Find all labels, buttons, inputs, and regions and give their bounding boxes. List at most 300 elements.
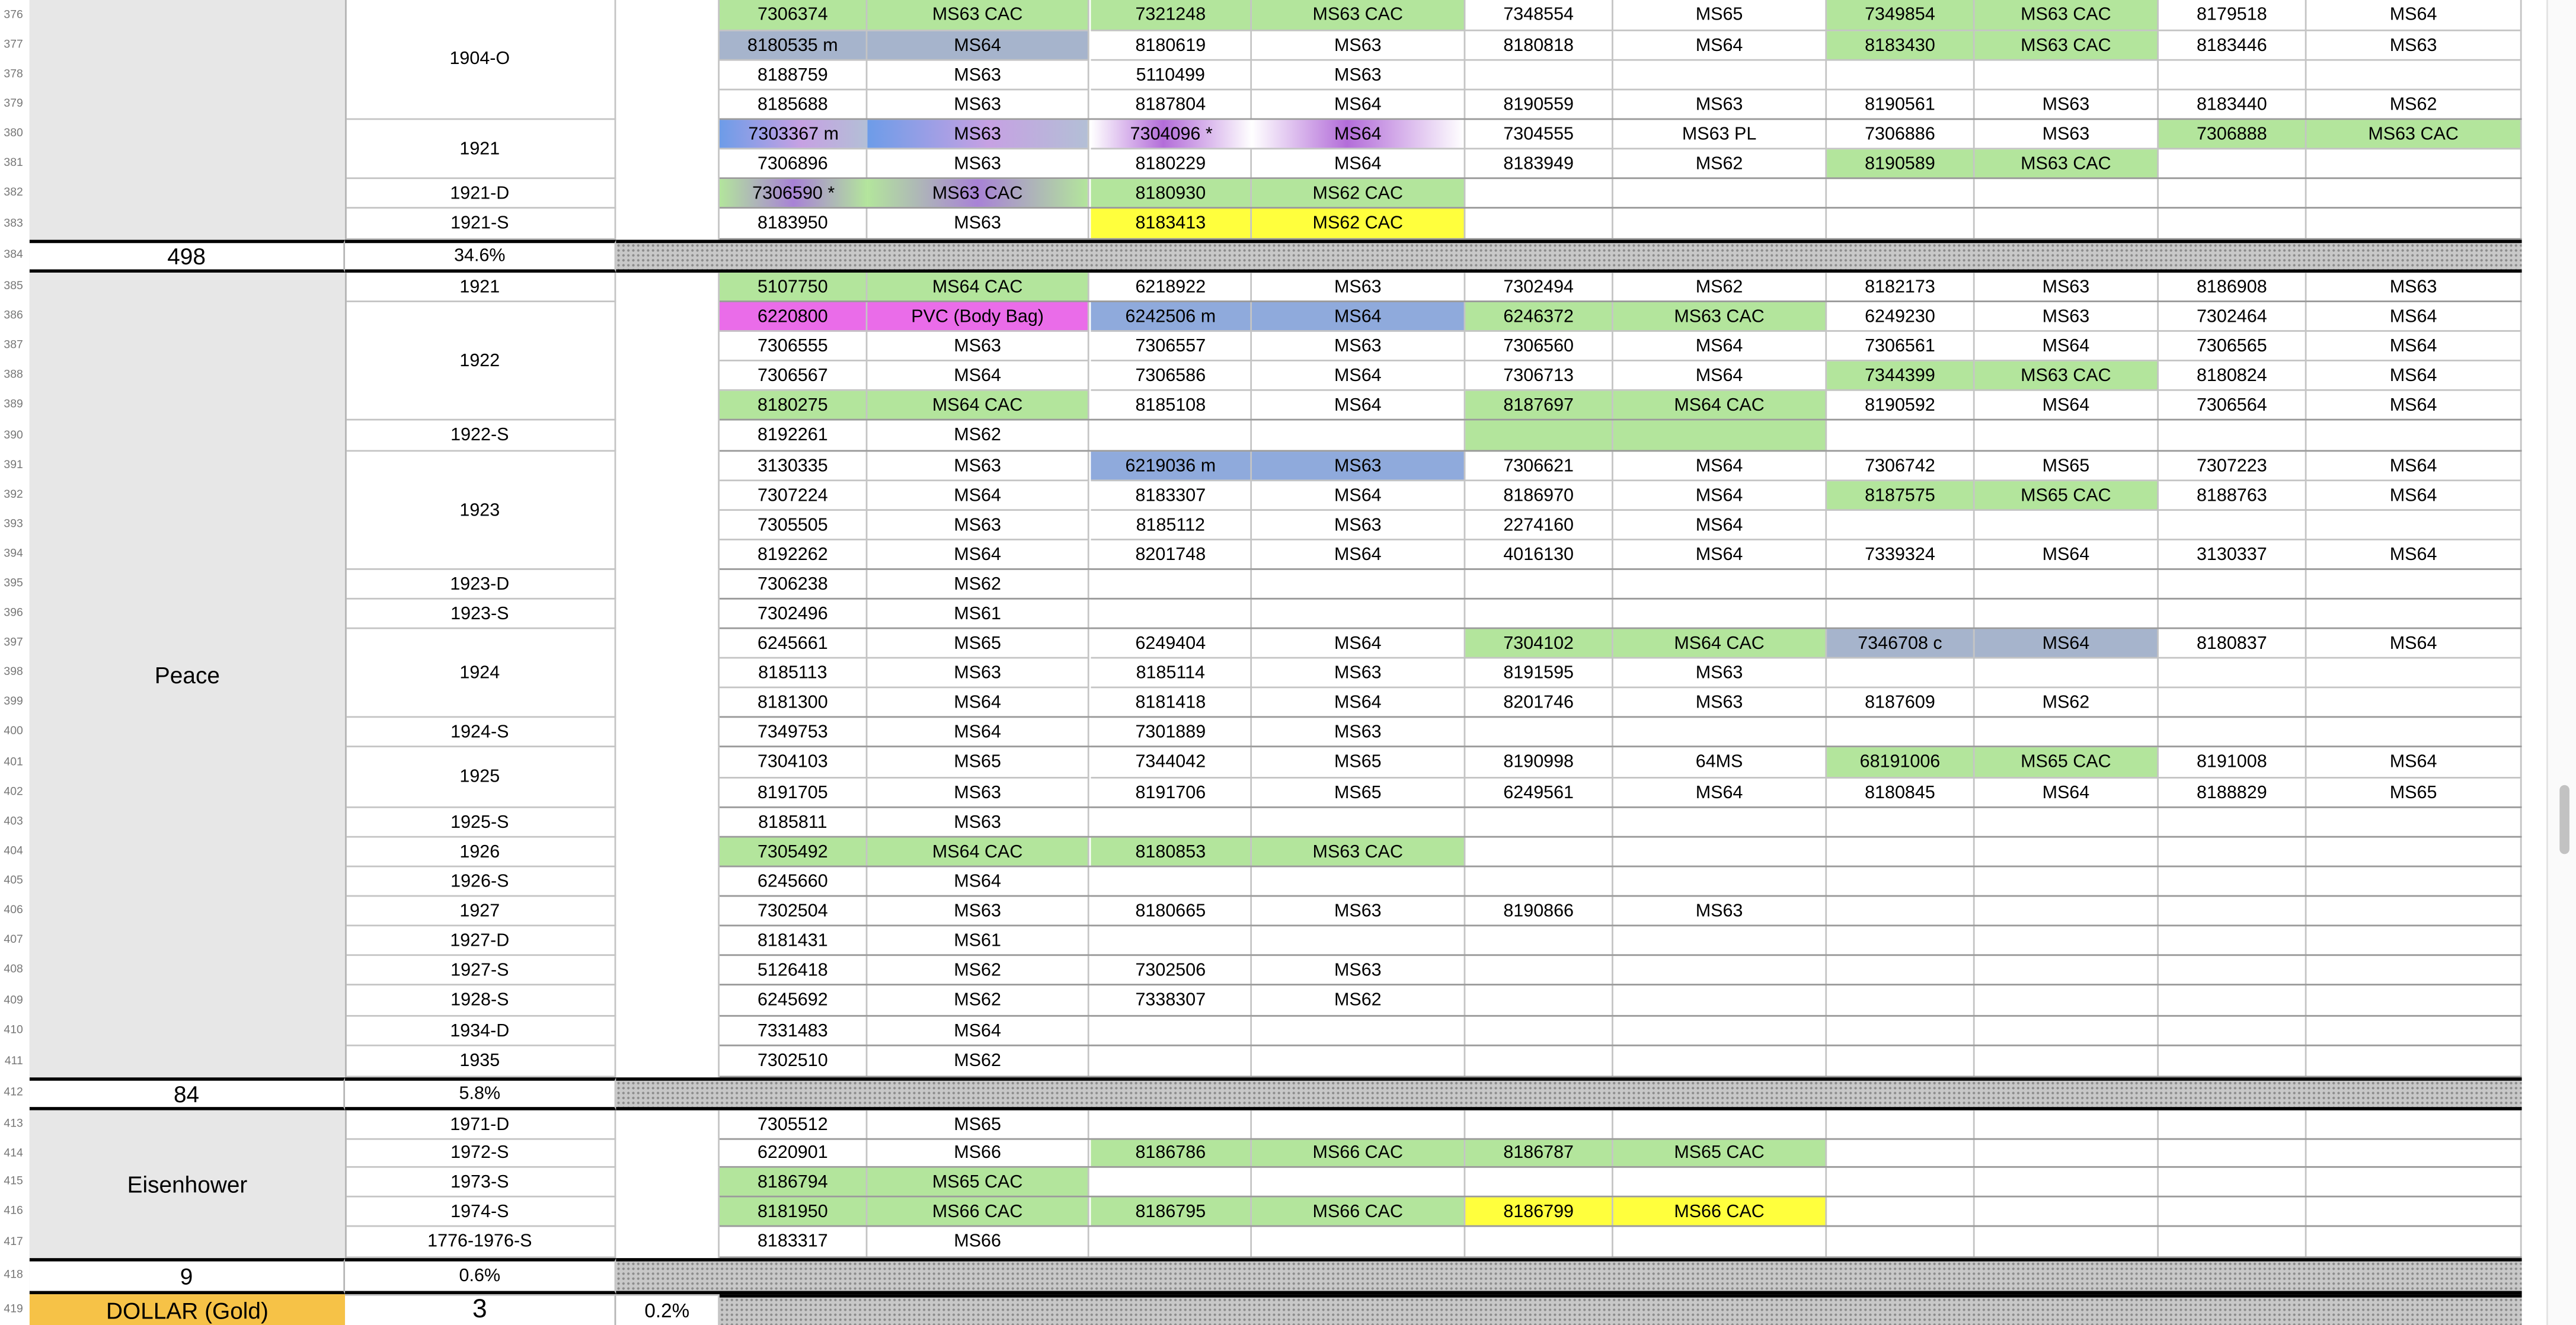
date-cell[interactable]: 1926-S: [345, 867, 616, 897]
grade-cell[interactable]: MS62: [867, 421, 1089, 452]
grade-cell[interactable]: MS66: [867, 1227, 1089, 1258]
grade-cell[interactable]: MS66 CAC: [1252, 1198, 1465, 1227]
cert-cell[interactable]: 7303367 m: [720, 120, 867, 149]
grade-cell[interactable]: MS63: [1975, 302, 2159, 332]
grade-cell[interactable]: [2306, 209, 2521, 240]
cert-cell[interactable]: 6246372: [1465, 302, 1613, 332]
cert-cell[interactable]: [2159, 149, 2306, 179]
cert-cell[interactable]: [1465, 570, 1613, 600]
grade-cell[interactable]: MS64: [1975, 391, 2159, 421]
grade-cell[interactable]: MS63: [1975, 273, 2159, 302]
row-number[interactable]: 395: [4, 578, 23, 590]
grade-cell[interactable]: MS64 CAC: [867, 391, 1089, 421]
cert-cell[interactable]: [1465, 61, 1613, 91]
grade-cell[interactable]: MS63: [1252, 658, 1465, 688]
cert-cell[interactable]: 7306561: [1827, 332, 1974, 361]
grade-cell[interactable]: MS63 PL: [1613, 120, 1827, 149]
group-count-cell[interactable]: 84: [30, 1077, 345, 1110]
grade-cell[interactable]: [2306, 1198, 2521, 1227]
grade-cell[interactable]: [1613, 808, 1827, 838]
grade-cell[interactable]: [1252, 570, 1465, 600]
grade-cell[interactable]: MS64: [2306, 391, 2521, 421]
cert-cell[interactable]: 7302506: [1091, 956, 1252, 985]
grade-cell[interactable]: MS64: [2306, 332, 2521, 361]
cert-cell[interactable]: 8192262: [720, 540, 867, 570]
cert-cell[interactable]: [1091, 1227, 1252, 1258]
grade-cell[interactable]: MS64: [1975, 332, 2159, 361]
grade-cell[interactable]: [1252, 926, 1465, 956]
cert-cell[interactable]: 5110499: [1091, 61, 1252, 91]
cert-cell[interactable]: 8180619: [1091, 31, 1252, 61]
row-number[interactable]: 382: [4, 187, 23, 199]
grade-cell[interactable]: MS64: [2306, 747, 2521, 779]
cert-cell[interactable]: [2159, 61, 2306, 91]
blank-cell[interactable]: [616, 1168, 720, 1198]
grade-cell[interactable]: MS64: [1252, 149, 1465, 179]
cert-cell[interactable]: 7349854: [1827, 0, 1974, 31]
blank-cell[interactable]: [616, 209, 720, 240]
cert-cell[interactable]: 8181431: [720, 926, 867, 956]
cert-cell[interactable]: [1465, 1168, 1613, 1198]
cert-cell[interactable]: 7331483: [720, 1017, 867, 1046]
row-number[interactable]: 389: [4, 399, 23, 411]
grade-cell[interactable]: MS64: [1613, 452, 1827, 481]
blank-cell[interactable]: [616, 452, 720, 570]
grade-cell[interactable]: [1975, 1046, 2159, 1078]
cert-cell[interactable]: [1465, 985, 1613, 1017]
cert-cell[interactable]: [1091, 1046, 1252, 1078]
cert-cell[interactable]: [1465, 956, 1613, 985]
grade-cell[interactable]: MS63: [1613, 897, 1827, 926]
cert-cell[interactable]: 6245661: [720, 629, 867, 659]
cert-cell[interactable]: [1465, 600, 1613, 629]
date-cell[interactable]: 1923: [345, 452, 616, 570]
grade-cell[interactable]: MS64: [867, 31, 1089, 61]
grade-cell[interactable]: [1613, 61, 1827, 91]
grade-cell[interactable]: [1252, 867, 1465, 897]
cert-cell[interactable]: 8180930: [1091, 179, 1252, 209]
blank-cell[interactable]: [616, 926, 720, 956]
grade-cell[interactable]: [1613, 718, 1827, 747]
cert-cell[interactable]: 7338307: [1091, 985, 1252, 1017]
cert-cell[interactable]: 7321248: [1091, 0, 1252, 31]
grade-cell[interactable]: MS63: [1252, 956, 1465, 985]
cert-cell[interactable]: 68191006: [1827, 747, 1974, 779]
row-number[interactable]: 381: [4, 158, 23, 169]
cert-cell[interactable]: [1827, 1017, 1974, 1046]
cert-cell[interactable]: 8190589: [1827, 149, 1974, 179]
cert-cell[interactable]: [1827, 511, 1974, 540]
cert-cell[interactable]: 8191595: [1465, 658, 1613, 688]
date-cell[interactable]: 1922-S: [345, 421, 616, 452]
cert-cell[interactable]: 8183413: [1091, 209, 1252, 240]
grade-cell[interactable]: MS62: [1613, 273, 1827, 302]
grade-cell[interactable]: MS63: [867, 779, 1089, 808]
date-cell[interactable]: 1927-S: [345, 956, 616, 985]
grade-cell[interactable]: [1975, 600, 2159, 629]
cert-cell[interactable]: 8179518: [2159, 0, 2306, 31]
cert-cell[interactable]: 7306555: [720, 332, 867, 361]
date-cell[interactable]: 1904-O: [345, 0, 616, 120]
grade-cell[interactable]: [1613, 1168, 1827, 1198]
date-cell[interactable]: 1921: [345, 120, 616, 179]
row-number[interactable]: 408: [4, 964, 23, 976]
cert-cell[interactable]: [1827, 808, 1974, 838]
grade-cell[interactable]: MS65: [867, 629, 1089, 659]
cert-cell[interactable]: 7306238: [720, 570, 867, 600]
cert-cell[interactable]: [2159, 688, 2306, 718]
grade-cell[interactable]: MS63: [1613, 688, 1827, 718]
cert-cell[interactable]: [1827, 1046, 1974, 1078]
cert-cell[interactable]: 8180845: [1827, 779, 1974, 808]
grade-cell[interactable]: MS63: [1252, 718, 1465, 747]
row-number[interactable]: 383: [4, 218, 23, 231]
grade-cell[interactable]: [1252, 600, 1465, 629]
grade-cell[interactable]: MS64: [1252, 302, 1465, 332]
cert-cell[interactable]: 6218922: [1091, 273, 1252, 302]
grade-cell[interactable]: MS64: [1252, 90, 1465, 120]
cert-cell[interactable]: 8185112: [1091, 511, 1252, 540]
grade-cell[interactable]: [1975, 956, 2159, 985]
grade-cell[interactable]: MS64: [1613, 511, 1827, 540]
cert-cell[interactable]: [1091, 570, 1252, 600]
group-percent-cell[interactable]: 5.8%: [345, 1077, 616, 1110]
cert-cell[interactable]: 3130335: [720, 452, 867, 481]
blank-cell[interactable]: [616, 0, 720, 120]
cert-cell[interactable]: 7305512: [720, 1110, 867, 1140]
date-cell[interactable]: 1921: [345, 273, 616, 302]
grade-cell[interactable]: 64MS: [1613, 747, 1827, 779]
cert-cell[interactable]: [1465, 838, 1613, 868]
cert-cell[interactable]: 7304102: [1465, 629, 1613, 659]
row-number[interactable]: 394: [4, 548, 23, 561]
cert-cell[interactable]: 8180275: [720, 391, 867, 421]
date-cell[interactable]: 1935: [345, 1046, 616, 1078]
blank-cell[interactable]: [616, 570, 720, 600]
cert-cell[interactable]: 8181300: [720, 688, 867, 718]
cert-cell[interactable]: [2159, 897, 2306, 926]
grade-cell[interactable]: [1975, 926, 2159, 956]
grade-cell[interactable]: MS64: [1613, 779, 1827, 808]
cert-cell[interactable]: 3130337: [2159, 540, 2306, 570]
grade-cell[interactable]: PVC (Body Bag): [867, 302, 1089, 332]
grade-cell[interactable]: MS63: [1975, 90, 2159, 120]
grade-cell[interactable]: MS63 CAC: [1975, 0, 2159, 31]
footer-count-cell[interactable]: 3: [345, 1294, 616, 1325]
cert-cell[interactable]: 6242506 m: [1091, 302, 1252, 332]
cert-cell[interactable]: [1827, 897, 1974, 926]
cert-cell[interactable]: 8180665: [1091, 897, 1252, 926]
cert-cell[interactable]: 8185688: [720, 90, 867, 120]
blank-cell[interactable]: [616, 1198, 720, 1227]
grade-cell[interactable]: MS62: [1613, 149, 1827, 179]
grade-cell[interactable]: [2306, 808, 2521, 838]
grade-cell[interactable]: MS62: [867, 1046, 1089, 1078]
row-number[interactable]: 402: [4, 786, 23, 799]
grade-cell[interactable]: [1975, 1017, 2159, 1046]
blank-cell[interactable]: [616, 629, 720, 718]
grade-cell[interactable]: MS62: [1252, 985, 1465, 1017]
row-number[interactable]: 377: [4, 39, 23, 51]
blank-cell[interactable]: [616, 1110, 720, 1140]
grade-cell[interactable]: [1613, 1017, 1827, 1046]
group-percent-cell[interactable]: 0.6%: [345, 1258, 616, 1294]
grade-cell[interactable]: MS63: [867, 511, 1089, 540]
grade-cell[interactable]: MS65: [1613, 0, 1827, 31]
cert-cell[interactable]: [2159, 985, 2306, 1017]
grade-cell[interactable]: [2306, 179, 2521, 209]
cert-cell[interactable]: 6249230: [1827, 302, 1974, 332]
blank-cell[interactable]: [616, 985, 720, 1017]
blank-cell[interactable]: [616, 867, 720, 897]
cert-cell[interactable]: [2159, 421, 2306, 452]
grade-cell[interactable]: MS63: [1252, 332, 1465, 361]
cert-cell[interactable]: [1827, 61, 1974, 91]
cert-cell[interactable]: [2159, 1140, 2306, 1168]
row-number[interactable]: 401: [4, 757, 23, 769]
cert-cell[interactable]: [2159, 209, 2306, 240]
cert-cell[interactable]: [2159, 808, 2306, 838]
grade-cell[interactable]: MS64: [1975, 540, 2159, 570]
grade-cell[interactable]: MS64: [1613, 31, 1827, 61]
footer-percent-cell[interactable]: 0.2%: [616, 1294, 720, 1325]
grade-cell[interactable]: [1975, 1227, 2159, 1258]
grade-cell[interactable]: MS63: [1252, 31, 1465, 61]
grade-cell[interactable]: [1975, 985, 2159, 1017]
cert-cell[interactable]: 8186786: [1091, 1140, 1252, 1168]
grade-cell[interactable]: MS65: [2306, 779, 2521, 808]
date-cell[interactable]: 1924: [345, 629, 616, 718]
grade-cell[interactable]: MS65: [867, 747, 1089, 779]
cert-cell[interactable]: 8192261: [720, 421, 867, 452]
grade-cell[interactable]: [1613, 600, 1827, 629]
cert-cell[interactable]: [1827, 1140, 1974, 1168]
grade-cell[interactable]: MS63: [867, 149, 1089, 179]
grade-cell[interactable]: MS63: [2306, 273, 2521, 302]
cert-cell[interactable]: 8188759: [720, 61, 867, 91]
blank-cell[interactable]: [616, 273, 720, 302]
grade-cell[interactable]: MS65 CAC: [1975, 747, 2159, 779]
cert-cell[interactable]: 8185811: [720, 808, 867, 838]
cert-cell[interactable]: 8190592: [1827, 391, 1974, 421]
grade-cell[interactable]: MS64 CAC: [867, 838, 1089, 868]
cert-cell[interactable]: 8190998: [1465, 747, 1613, 779]
cert-cell[interactable]: [2159, 658, 2306, 688]
grade-cell[interactable]: MS64: [2306, 302, 2521, 332]
grade-cell[interactable]: MS63 CAC: [1252, 838, 1465, 868]
blank-cell[interactable]: [616, 1140, 720, 1168]
cert-cell[interactable]: [1827, 985, 1974, 1017]
row-number[interactable]: 386: [4, 310, 23, 322]
grade-cell[interactable]: MS64: [1252, 481, 1465, 511]
cert-cell[interactable]: 7302510: [720, 1046, 867, 1078]
cert-cell[interactable]: 7306567: [720, 361, 867, 391]
grade-cell[interactable]: [1975, 867, 2159, 897]
grade-cell[interactable]: [1975, 808, 2159, 838]
grade-cell[interactable]: MS62 CAC: [1252, 179, 1465, 209]
grade-cell[interactable]: [1975, 718, 2159, 747]
date-cell[interactable]: 1928-S: [345, 985, 616, 1017]
cert-cell[interactable]: 7306560: [1465, 332, 1613, 361]
cert-cell[interactable]: 7349753: [720, 718, 867, 747]
cert-cell[interactable]: 7301889: [1091, 718, 1252, 747]
cert-cell[interactable]: 8181950: [720, 1198, 867, 1227]
grade-cell[interactable]: [1975, 897, 2159, 926]
cert-cell[interactable]: 7305505: [720, 511, 867, 540]
row-number[interactable]: 398: [4, 667, 23, 678]
cert-cell[interactable]: [2159, 838, 2306, 868]
cert-cell[interactable]: [1091, 926, 1252, 956]
grade-cell[interactable]: MS64: [2306, 361, 2521, 391]
grade-cell[interactable]: MS64: [1613, 481, 1827, 511]
row-number[interactable]: 411: [4, 1056, 23, 1068]
cert-cell[interactable]: 6249561: [1465, 779, 1613, 808]
grade-cell[interactable]: [2306, 1017, 2521, 1046]
grade-cell[interactable]: [1975, 1140, 2159, 1168]
cert-cell[interactable]: 7304096 *: [1091, 120, 1252, 149]
cert-cell[interactable]: [2159, 1227, 2306, 1258]
grade-cell[interactable]: MS64: [867, 688, 1089, 718]
cert-cell[interactable]: [1827, 179, 1974, 209]
grade-cell[interactable]: MS63: [867, 897, 1089, 926]
grade-cell[interactable]: MS63: [1252, 897, 1465, 926]
grade-cell[interactable]: MS64: [2306, 629, 2521, 659]
row-number[interactable]: 380: [4, 128, 23, 140]
grade-cell[interactable]: MS64: [2306, 452, 2521, 481]
grade-cell[interactable]: MS63: [2306, 31, 2521, 61]
cert-cell[interactable]: 7302504: [720, 897, 867, 926]
cert-cell[interactable]: 4016130: [1465, 540, 1613, 570]
date-cell[interactable]: 1921-S: [345, 209, 616, 240]
cert-cell[interactable]: 7305492: [720, 838, 867, 868]
row-number[interactable]: 413: [4, 1118, 23, 1130]
grade-cell[interactable]: [1975, 421, 2159, 452]
grade-cell[interactable]: MS65 CAC: [1613, 1140, 1827, 1168]
grade-cell[interactable]: [1975, 658, 2159, 688]
blank-cell[interactable]: [616, 1017, 720, 1046]
cert-cell[interactable]: 8186794: [720, 1168, 867, 1198]
cert-cell[interactable]: [1827, 838, 1974, 868]
grade-cell[interactable]: MS64: [2306, 0, 2521, 31]
cert-cell[interactable]: 8187575: [1827, 481, 1974, 511]
grade-cell[interactable]: [1613, 867, 1827, 897]
grade-cell[interactable]: [1252, 1168, 1465, 1198]
grade-cell[interactable]: [2306, 718, 2521, 747]
cert-cell[interactable]: [1091, 1017, 1252, 1046]
cert-cell[interactable]: [1827, 1198, 1974, 1227]
cert-cell[interactable]: [1827, 926, 1974, 956]
blank-cell[interactable]: [616, 421, 720, 452]
cert-cell[interactable]: [2159, 867, 2306, 897]
cert-cell[interactable]: 8188763: [2159, 481, 2306, 511]
date-cell[interactable]: 1776-1976-S: [345, 1227, 616, 1258]
cert-cell[interactable]: 7307224: [720, 481, 867, 511]
grade-cell[interactable]: MS63 CAC: [867, 0, 1089, 31]
cert-cell[interactable]: [1091, 1110, 1252, 1140]
cert-cell[interactable]: 7306713: [1465, 361, 1613, 391]
row-number[interactable]: 391: [4, 460, 23, 472]
grade-cell[interactable]: MS64: [867, 481, 1089, 511]
cert-cell[interactable]: 7306886: [1827, 120, 1974, 149]
cert-cell[interactable]: [1465, 718, 1613, 747]
cert-cell[interactable]: [1465, 867, 1613, 897]
cert-cell[interactable]: [1827, 1110, 1974, 1140]
grade-cell[interactable]: [1252, 1046, 1465, 1078]
cert-cell[interactable]: 8186908: [2159, 273, 2306, 302]
blank-cell[interactable]: [616, 179, 720, 209]
grade-cell[interactable]: [2306, 897, 2521, 926]
cert-cell[interactable]: 6220800: [720, 302, 867, 332]
grade-cell[interactable]: [1975, 179, 2159, 209]
grade-cell[interactable]: MS64: [867, 1017, 1089, 1046]
cert-cell[interactable]: 7304103: [720, 747, 867, 779]
grade-cell[interactable]: MS63: [1252, 61, 1465, 91]
grade-cell[interactable]: [2306, 956, 2521, 985]
grade-cell[interactable]: MS65 CAC: [1975, 481, 2159, 511]
cert-cell[interactable]: 7306896: [720, 149, 867, 179]
group-count-cell[interactable]: 498: [30, 240, 345, 273]
blank-cell[interactable]: [616, 302, 720, 421]
date-cell[interactable]: 1934-D: [345, 1017, 616, 1046]
blank-cell[interactable]: [616, 120, 720, 179]
cert-cell[interactable]: 7302494: [1465, 273, 1613, 302]
row-number[interactable]: 416: [4, 1205, 23, 1217]
grade-cell[interactable]: [1252, 1110, 1465, 1140]
date-cell[interactable]: 1925: [345, 747, 616, 808]
cert-cell[interactable]: 8190561: [1827, 90, 1974, 120]
cert-cell[interactable]: [2159, 926, 2306, 956]
row-number[interactable]: 376: [4, 9, 23, 22]
grade-cell[interactable]: [2306, 1168, 2521, 1198]
cert-cell[interactable]: [2159, 179, 2306, 209]
grade-cell[interactable]: MS63 CAC: [1975, 31, 2159, 61]
grade-cell[interactable]: MS64: [1252, 540, 1465, 570]
cert-cell[interactable]: [1465, 421, 1613, 452]
row-number[interactable]: 409: [4, 995, 23, 1007]
grade-cell[interactable]: MS64: [867, 867, 1089, 897]
grade-cell[interactable]: MS63: [1613, 90, 1827, 120]
cert-cell[interactable]: [1465, 1227, 1613, 1258]
cert-cell[interactable]: 8190866: [1465, 897, 1613, 926]
grade-cell[interactable]: MS63: [1252, 452, 1465, 481]
cert-cell[interactable]: 7348554: [1465, 0, 1613, 31]
grade-cell[interactable]: [2306, 1046, 2521, 1078]
grade-cell[interactable]: [1613, 1110, 1827, 1140]
cert-cell[interactable]: 8186799: [1465, 1198, 1613, 1227]
grade-cell[interactable]: MS63: [867, 209, 1089, 240]
date-cell[interactable]: 1923-S: [345, 600, 616, 629]
grade-cell[interactable]: MS66 CAC: [867, 1198, 1089, 1227]
grade-cell[interactable]: MS65: [1975, 452, 2159, 481]
row-number[interactable]: 397: [4, 637, 23, 649]
row-number[interactable]: 385: [4, 280, 23, 293]
grade-cell[interactable]: MS64: [1252, 629, 1465, 659]
date-cell[interactable]: 1925-S: [345, 808, 616, 838]
row-number[interactable]: 384: [4, 249, 23, 261]
cert-cell[interactable]: 8183307: [1091, 481, 1252, 511]
grade-cell[interactable]: MS65: [867, 1110, 1089, 1140]
cert-cell[interactable]: [2159, 1110, 2306, 1140]
grade-cell[interactable]: MS64: [867, 718, 1089, 747]
row-number[interactable]: 407: [4, 934, 23, 946]
grade-cell[interactable]: MS63: [867, 452, 1089, 481]
cert-cell[interactable]: 8186787: [1465, 1140, 1613, 1168]
row-number[interactable]: 412: [4, 1087, 23, 1099]
grade-cell[interactable]: [2306, 688, 2521, 718]
cert-cell[interactable]: 7306621: [1465, 452, 1613, 481]
blank-cell[interactable]: [616, 1046, 720, 1078]
grade-cell[interactable]: [1975, 838, 2159, 868]
